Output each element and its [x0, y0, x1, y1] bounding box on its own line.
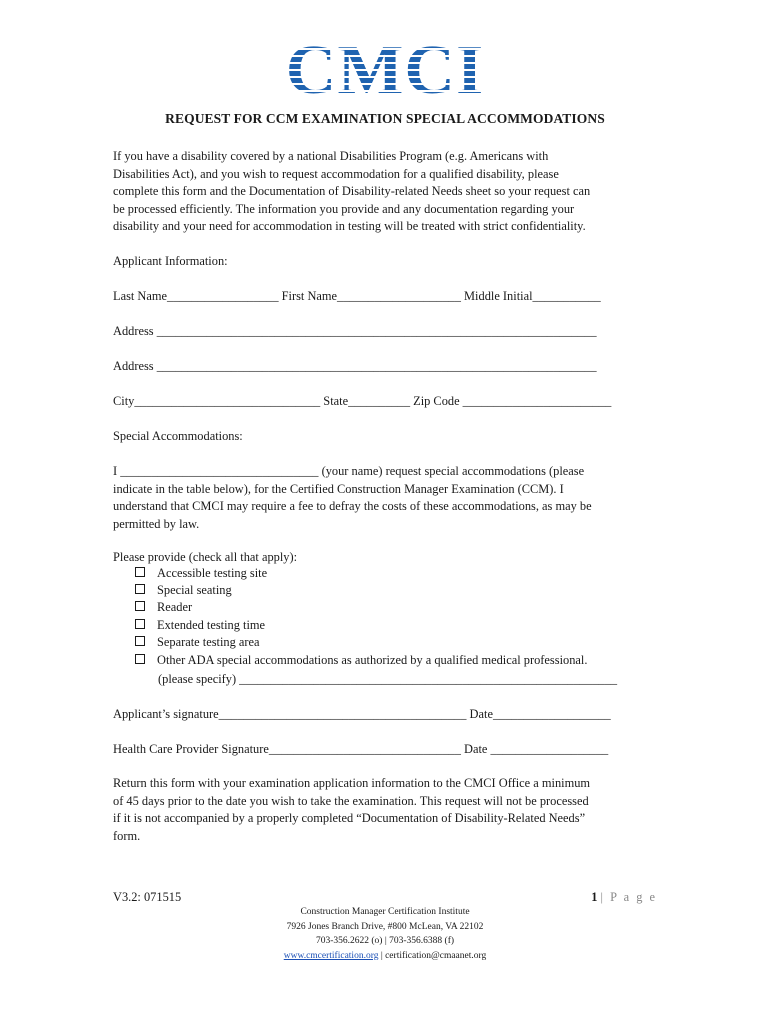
footer-org: Construction Manager Certification Institute [300, 907, 470, 917]
footer-separator: | [378, 950, 386, 961]
intro-line: Disabilities Act), and you wish to request accommodation for a qualified disability, please [113, 166, 559, 181]
option-label: Reader [157, 600, 193, 614]
request-line: understand that CMCI may require a fee to defray the costs of these accommodations, as may be [113, 499, 592, 513]
option-extended-time[interactable] [135, 618, 265, 633]
option-label: Accessible testing site [157, 566, 268, 580]
return-line: form. [113, 828, 141, 843]
option-label: Separate testing area [157, 635, 260, 649]
intro-line: complete this form and the Documentation of Disability-related Needs sheet so your request can [113, 184, 591, 198]
checkbox-icon[interactable] [135, 636, 145, 646]
footer-phones: 703-356.2622 (o) | 703-356.6388 (f) [315, 936, 455, 946]
request-line: indicate in the table below), for the Certified Construction Manager Examination (CCM). I [113, 481, 564, 496]
logo-text: CMCI [285, 32, 485, 109]
footer-contact [0, 905, 770, 963]
option-label: Other ADA special accommodations as authorized by a qualified medical professional. [157, 653, 588, 667]
request-line: permitted by law. [113, 516, 200, 531]
intro-line: If you have a disability covered by a national Disabilities Program (e.g. Americans with [113, 149, 549, 163]
option-label: Extended testing time [157, 618, 266, 632]
page-label: | P a g e [600, 890, 657, 904]
footer-links [0, 949, 770, 964]
page-number-value: 1 [591, 890, 598, 904]
version-label: V3.2: 071515 [113, 890, 182, 904]
return-line: of 45 days prior to the date you wish to take the examination. This request will not be processed [113, 793, 589, 808]
request-paragraph [113, 463, 653, 533]
checkbox-icon[interactable] [135, 601, 145, 611]
option-other-ada[interactable] [135, 653, 587, 668]
address-field-2[interactable]: Address _______________________________________________________________________ [113, 359, 597, 373]
page-title: REQUEST FOR CCM EXAMINATION SPECIAL ACCOMMODATIONS [165, 111, 605, 126]
cmci-logo [0, 32, 770, 109]
provider-signature-line[interactable]: Health Care Provider Signature_______________________________ Date ___________________ [113, 742, 609, 756]
checkbox-icon[interactable] [135, 584, 145, 594]
website-link[interactable]: www.cmcertification.org [283, 950, 379, 961]
option-special-seating[interactable] [135, 583, 232, 598]
option-separate-area[interactable] [135, 635, 260, 650]
intro-paragraph [113, 148, 653, 236]
page-number [591, 890, 657, 905]
intro-line: disability and your need for accommodation in testing will be treated with strict confidentiality. [113, 219, 586, 233]
return-line: if it is not accompanied by a properly completed “Documentation of Disability-Related Needs” [113, 811, 586, 825]
return-paragraph [113, 775, 653, 845]
applicant-info-heading: Applicant Information: [113, 254, 228, 268]
email-address[interactable]: certification@cmaanet.org [385, 950, 487, 961]
city-state-zip-line[interactable]: City______________________________ State__________ Zip Code ________________________ [113, 394, 612, 408]
checkbox-icon[interactable] [135, 654, 145, 664]
option-label: Special seating [157, 583, 232, 597]
specify-field-line[interactable]: (please specify) _____________________________________________________________ [158, 672, 618, 686]
special-accommodations-heading: Special Accommodations: [113, 429, 243, 443]
footer-address: 7926 Jones Branch Drive, #800 McLean, VA 22102 [286, 921, 484, 932]
option-reader[interactable] [135, 600, 192, 615]
checkbox-icon[interactable] [135, 567, 145, 577]
return-line: Return this form with your examination application information to the CMCI Office a minimum [113, 776, 591, 790]
address-field-1[interactable]: Address _______________________________________________________________________ [113, 324, 597, 338]
name-field-line[interactable]: Last Name__________________ First Name____________________ Middle Initial___________ [113, 289, 601, 303]
request-line: I ________________________________ (your name) request special accommodations (please [113, 464, 585, 478]
intro-line: be processed efficiently. The information you provide and any documentation regarding your [113, 201, 575, 216]
applicant-signature-line[interactable]: Applicant’s signature________________________________________ Date___________________ [113, 707, 611, 721]
checkbox-icon[interactable] [135, 619, 145, 629]
option-accessible-site[interactable] [135, 566, 267, 581]
provide-heading: Please provide (check all that apply): [113, 550, 298, 564]
